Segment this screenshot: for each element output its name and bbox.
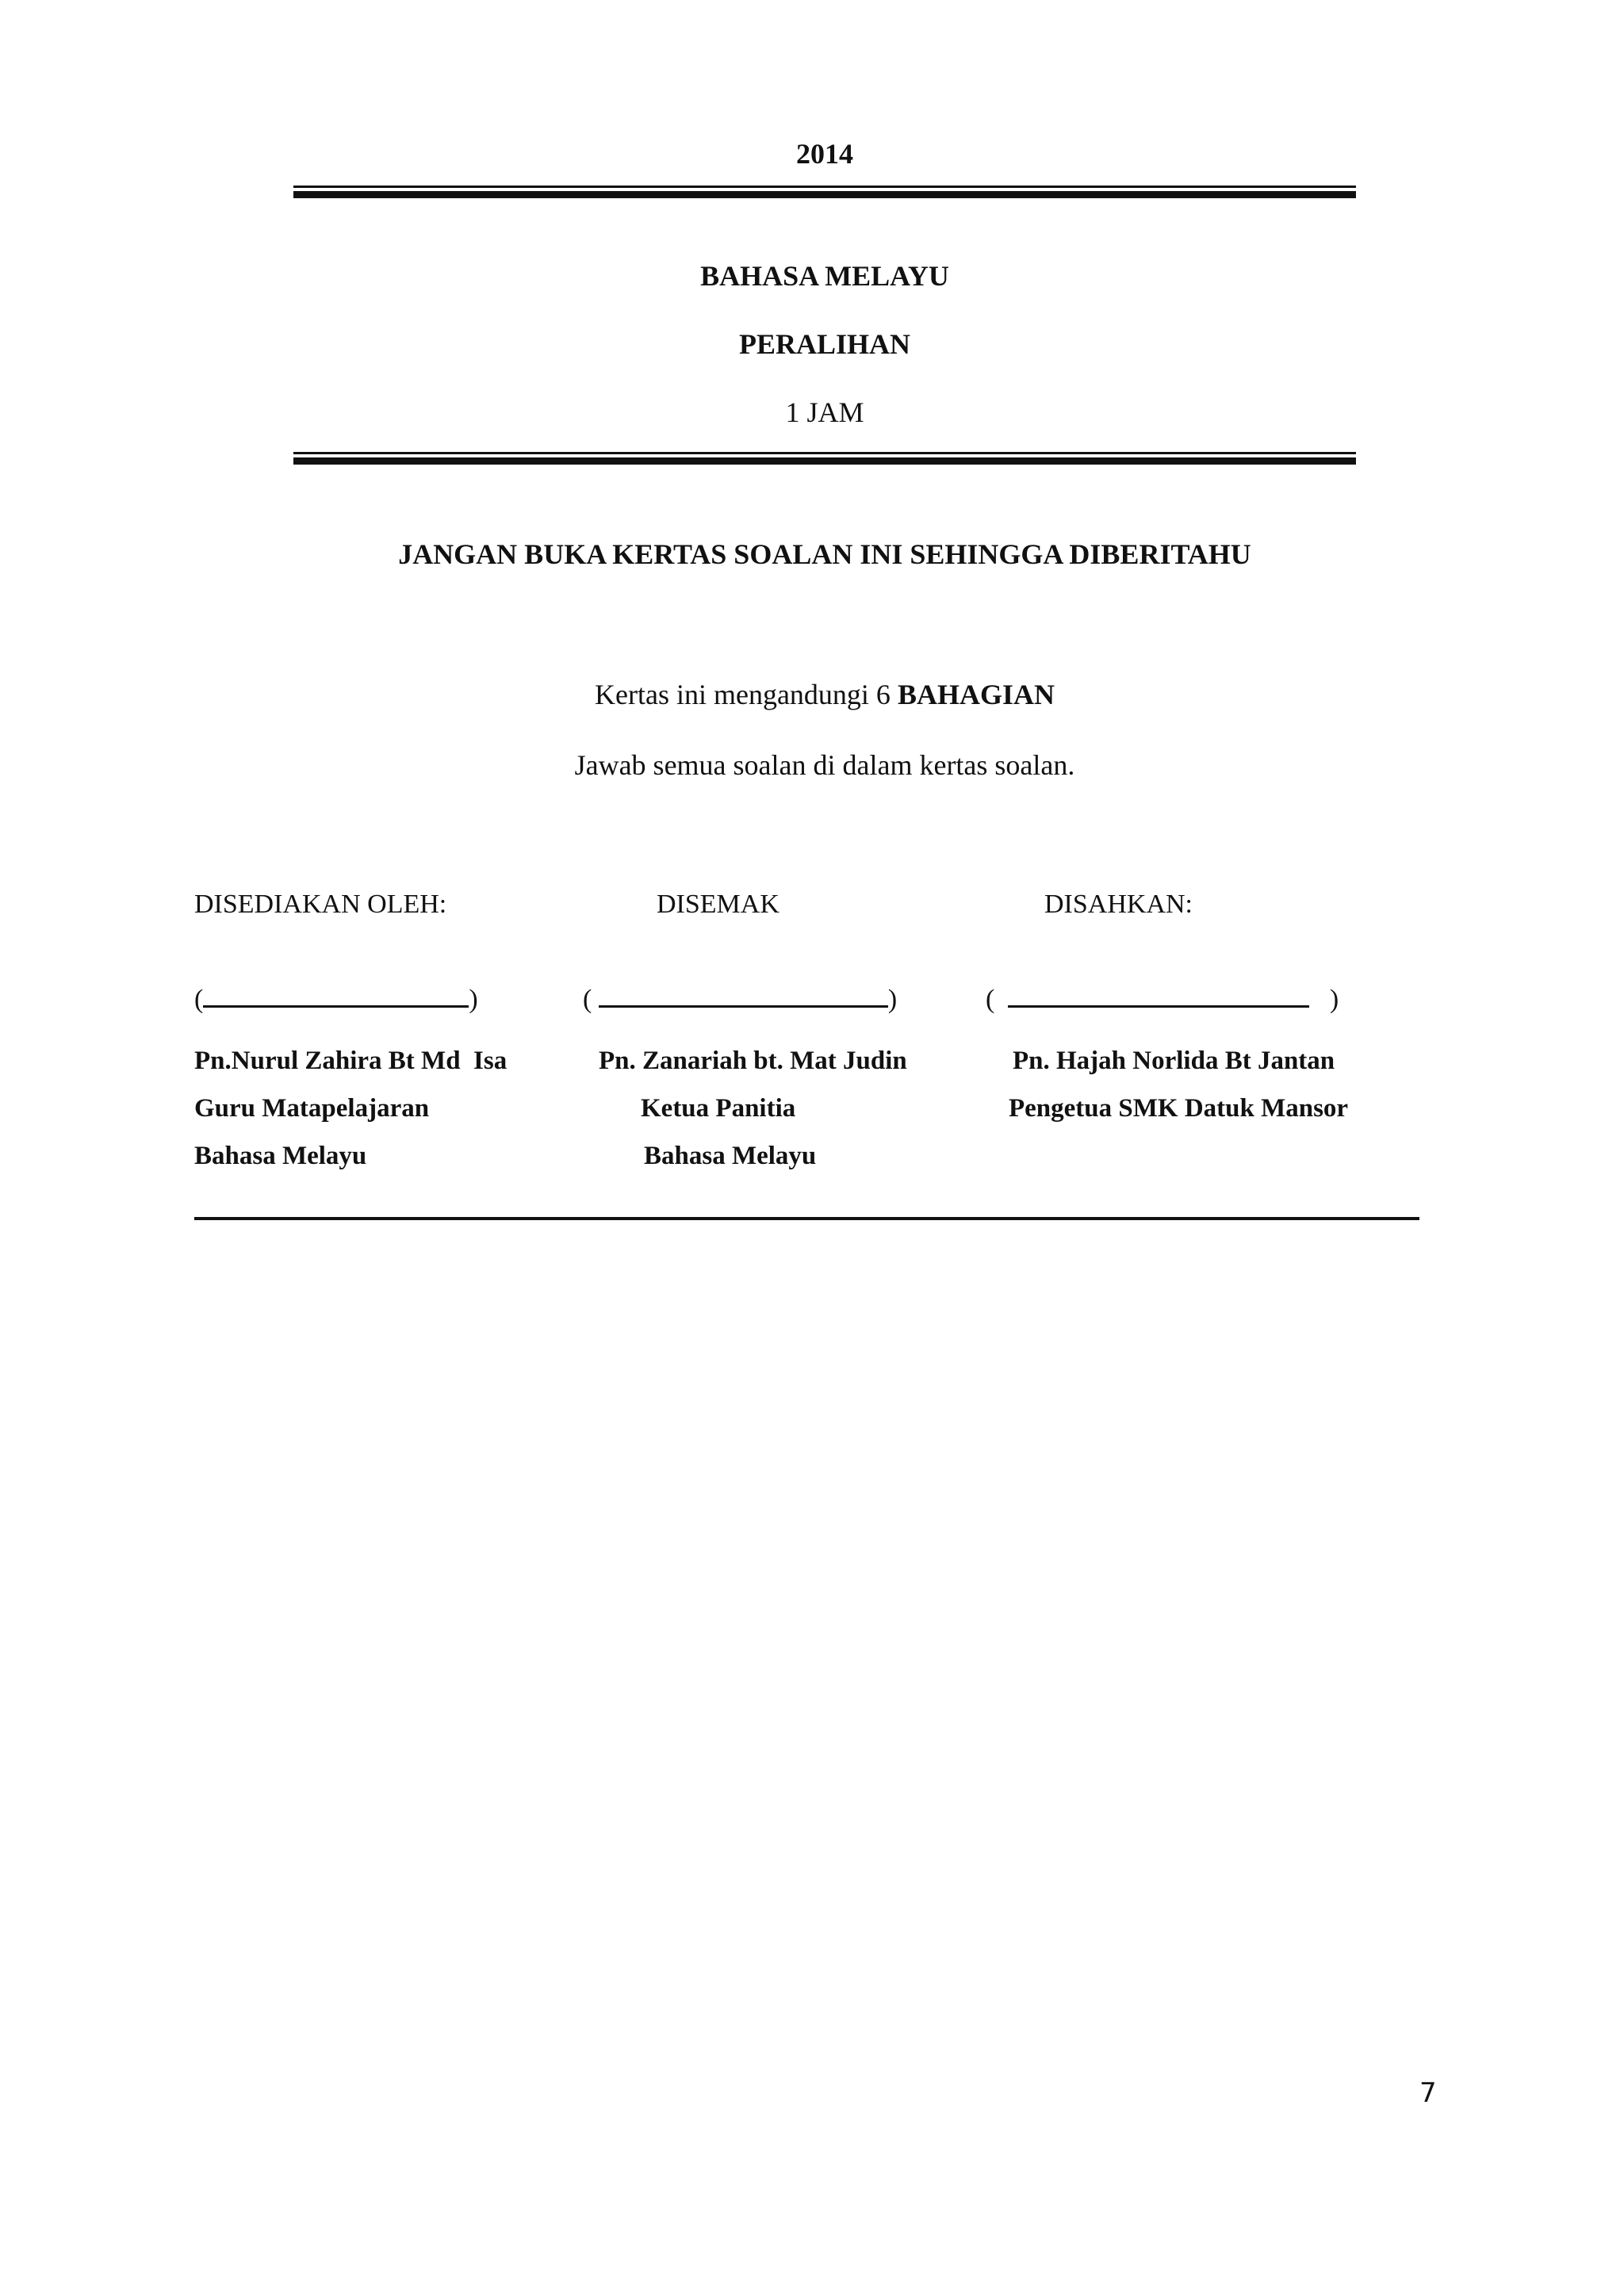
- checked-by-label: DISEMAK: [657, 890, 779, 919]
- instruction-line-1-bold: BAHAGIAN: [897, 679, 1055, 710]
- level-title: PERALIHAN: [738, 328, 911, 360]
- prepared-dept: Bahasa Melayu: [194, 1142, 367, 1170]
- checked-role: Ketua Panitia: [641, 1094, 796, 1123]
- page-number: 7: [1419, 2077, 1437, 2109]
- rule-thin-line: [293, 186, 1356, 188]
- checked-dept: Bahasa Melayu: [644, 1142, 817, 1170]
- checked-name: Pn. Zanariah bt. Mat Judin: [599, 1047, 907, 1075]
- signature-blank: [203, 983, 469, 1008]
- prepared-signature-line: [194, 983, 478, 1016]
- open-paren: (: [194, 985, 204, 1014]
- prepared-name: Pn.Nurul Zahira Bt Md Isa: [194, 1047, 508, 1075]
- subject-title: BAHASA MELAYU: [700, 260, 949, 292]
- duration-text: 1 JAM: [785, 396, 864, 428]
- warning-text: JANGAN BUKA KERTAS SOALAN INI SEHINGGA DIBERITAHU: [398, 538, 1251, 570]
- checked-signature-line: [583, 983, 897, 1016]
- signature-blank: [599, 983, 888, 1008]
- close-paren: ): [469, 985, 478, 1014]
- prepared-role: Guru Matapelajaran: [194, 1094, 430, 1123]
- approved-role: Pengetua SMK Datuk Mansor: [1009, 1094, 1349, 1123]
- instruction-line-1: [238, 677, 1411, 712]
- approved-signature-line: [986, 983, 1339, 1016]
- rule-thin-line: [293, 452, 1356, 454]
- exam-year: 2014: [796, 138, 853, 170]
- approved-name: Pn. Hajah Norlida Bt Jantan: [1013, 1047, 1335, 1075]
- close-paren: ): [1329, 985, 1339, 1014]
- rule-thick-line: [293, 191, 1356, 198]
- approved-by-label: DISAHKAN:: [1044, 890, 1193, 919]
- header-double-rule-top: [293, 186, 1356, 198]
- instruction-line-2: Jawab semua soalan di dalam kertas soalan.: [574, 749, 1075, 781]
- signature-blank: [1008, 983, 1309, 1008]
- open-paren: (: [986, 985, 995, 1014]
- header-double-rule-bottom: [293, 452, 1356, 465]
- prepared-by-label: DISEDIAKAN OLEH:: [194, 890, 447, 919]
- rule-thick-line: [293, 457, 1356, 465]
- bottom-divider: [194, 1217, 1419, 1220]
- open-paren: (: [583, 985, 592, 1014]
- instruction-line-1-prefix: Kertas ini mengandungi 6: [595, 679, 898, 710]
- close-paren: ): [887, 985, 898, 1014]
